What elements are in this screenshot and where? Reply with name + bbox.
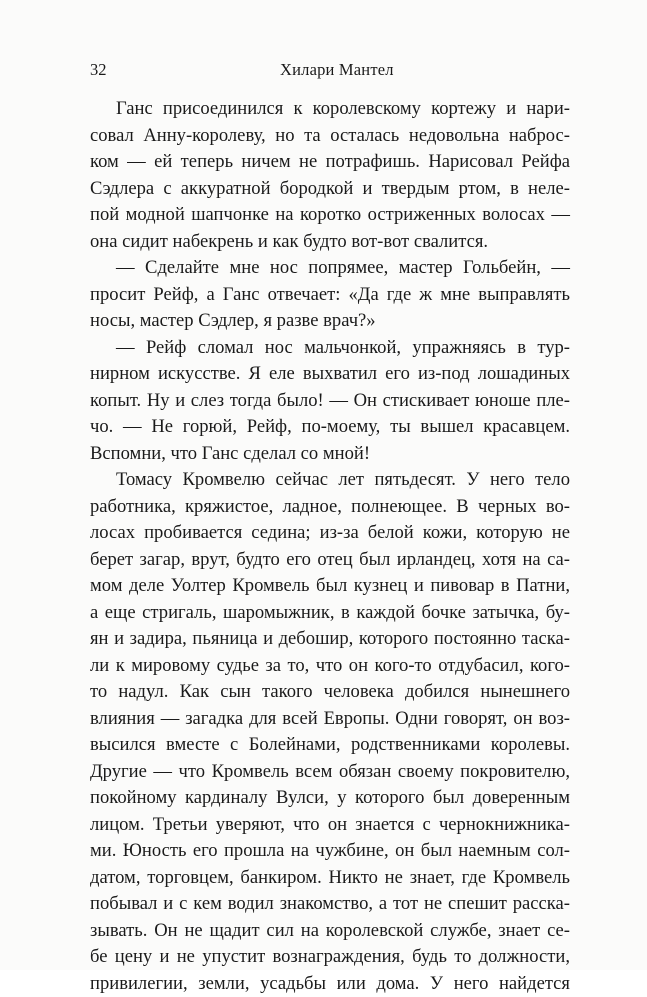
text-line: а еще стригаль, шаромыжник, в каждой бочке затычка, бу-	[90, 600, 570, 627]
text-line: лосах пробивается седина; из-за белой кожи, которую не	[90, 520, 570, 547]
text-line: ян и задира, пьяница и дебошир, которого постоянно таска-	[90, 626, 570, 653]
text-line: нирном искусстве. Я еле выхватил его из-под лошадиных	[90, 361, 570, 388]
text-line: — Рейф сломал нос мальчонкой, упражняясь в тур-	[90, 335, 570, 362]
text-line: то надул. Как сын такого человека добился нынешнего	[90, 679, 570, 706]
text-line: Томасу Кромвелю сейчас лет пятьдесят. У него тело	[90, 467, 570, 494]
text-line: просит Рейф, а Ганс отвечает: «Да где ж мне выправлять	[90, 282, 570, 309]
text-line: — Сделайте мне нос попрямее, мастер Гольбейн, —	[90, 255, 570, 282]
page-header	[90, 57, 570, 83]
text-line: она сидит набекрень и как будто вот-вот свалится.	[90, 229, 570, 256]
text-line: берет загар, врут, будто его отец был ирландец, хотя на са-	[90, 547, 570, 574]
text-line: датом, торговцем, банкиром. Никто не знает, где Кромвель	[90, 865, 570, 892]
text-line: ком — ей теперь ничем не потрафишь. Нарисовал Рейфа	[90, 149, 570, 176]
text-line: Другие — что Кромвель всем обязан своему покровителю,	[90, 759, 570, 786]
text-line: мом деле Уолтер Кромвель был кузнец и пивовар в Патни,	[90, 573, 570, 600]
text-line: бе цену и не упустит вознаграждения, будь то должности,	[90, 944, 570, 971]
text-line: пой модной шапчонке на коротко остриженных волосах —	[90, 202, 570, 229]
text-line: зывать. Он не щадит сил на королевской службе, знает се-	[90, 918, 570, 945]
text-line: Ганс присоединился к королевскому кортежу и нари-	[90, 96, 570, 123]
text-line: влияния — загадка для всей Европы. Одни говорят, он воз-	[90, 706, 570, 733]
text-line: чо. — Не горюй, Рейф, по-моему, ты вышел красавцем.	[90, 414, 570, 441]
page-body-text	[90, 96, 570, 997]
text-line: покойному кардиналу Вулси, у которого был доверенным	[90, 785, 570, 812]
running-title: Хилари Мантел	[280, 57, 394, 83]
text-line: ли к мировому судье за то, что он кого-то отдубасил, кого-	[90, 653, 570, 680]
text-line: привилегии, земли, усадьбы или дома. У него найдется	[90, 971, 570, 997]
text-line: лицом. Третьи уверяют, что он знается с чернокнижника-	[90, 812, 570, 839]
text-line: работника, кряжистое, ладное, полнеющее. В черных во-	[90, 494, 570, 521]
text-line: копыт. Ну и слез тогда было! — Он стискивает юноше пле-	[90, 388, 570, 415]
text-line: Вспомни, что Ганс сделал со мной!	[90, 441, 570, 468]
text-line: Сэдлера с аккуратной бородкой и твердым ртом, в нелe-	[90, 176, 570, 203]
text-line: побывал и с кем водил знакомство, а тот не спешит расска-	[90, 891, 570, 918]
page-number: 32	[90, 57, 107, 83]
text-line: совал Анну-королеву, но та осталась недовольна наброс-	[90, 123, 570, 150]
text-line: носы, мастер Сэдлер, я разве врач?»	[90, 308, 570, 335]
text-line: высился вместе с Болейнами, родственниками королевы.	[90, 732, 570, 759]
text-line: ми. Юность его прошла на чужбине, он был наемным сол-	[90, 838, 570, 865]
